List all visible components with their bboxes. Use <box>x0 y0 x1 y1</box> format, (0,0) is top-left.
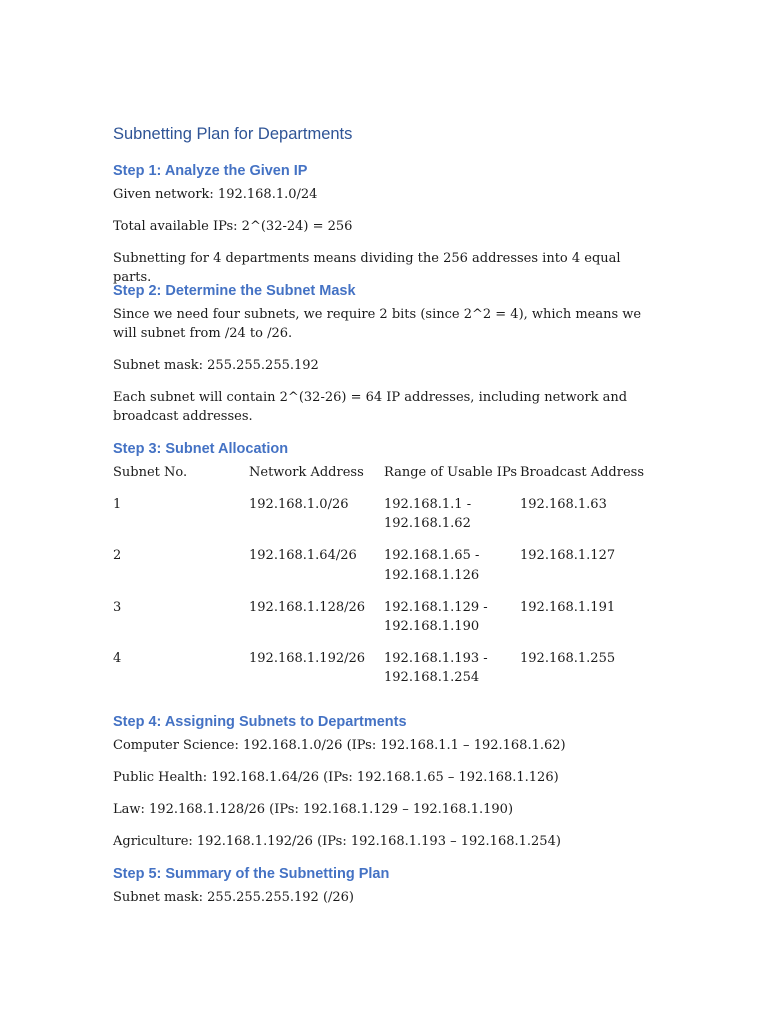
broadcast-address-cell: 192.168.1.63 <box>520 497 607 512</box>
subnet-number-cell: 2 <box>113 548 122 563</box>
broadcast-address-cell: 192.168.1.191 <box>520 600 616 615</box>
usable-range-end-cell: 192.168.1.62 <box>384 516 471 531</box>
document-page <box>113 0 658 1024</box>
table-header-cell: Subnet No. <box>113 465 188 480</box>
summary-paragraph: Subnet mask: 255.255.255.192 (/26) <box>113 890 355 905</box>
network-address-cell: 192.168.1.128/26 <box>249 600 366 615</box>
usable-range-start-cell: 192.168.1.65 - <box>384 548 480 563</box>
usable-range-end-cell: 192.168.1.190 <box>384 619 480 634</box>
department-assignment: Public Health: 192.168.1.64/26 (IPs: 192.168.1.65 – 192.168.1.126) <box>113 770 559 785</box>
broadcast-address-cell: 192.168.1.255 <box>520 651 616 666</box>
subnet-number-cell: 4 <box>113 651 122 666</box>
step2-paragraph: Since we need four subnets, we require 2 bits (since 2^2 = 4), which means we will subnet from /24 to /26. <box>113 307 642 341</box>
network-address-cell: 192.168.1.64/26 <box>249 548 357 563</box>
usable-range-start-cell: 192.168.1.129 - <box>384 600 488 615</box>
subnet-number-cell: 3 <box>113 600 122 615</box>
broadcast-address-cell: 192.168.1.127 <box>520 548 616 563</box>
table-header-cell: Range of Usable IPs <box>384 465 518 480</box>
usable-range-start-cell: 192.168.1.193 - <box>384 651 488 666</box>
step3-heading: Step 3: Subnet Allocation <box>113 441 289 457</box>
department-assignment: Law: 192.168.1.128/26 (IPs: 192.168.1.129 – 192.168.1.190) <box>113 802 514 817</box>
table-header-cell: Network Address <box>249 465 364 480</box>
step4-heading: Step 4: Assigning Subnets to Departments <box>113 714 407 730</box>
usable-range-end-cell: 192.168.1.126 <box>384 568 480 583</box>
department-assignment: Agriculture: 192.168.1.192/26 (IPs: 192.168.1.193 – 192.168.1.254) <box>113 834 561 849</box>
step1-heading: Step 1: Analyze the Given IP <box>113 163 308 179</box>
step1-paragraph: Subnetting for 4 departments means dividing the 256 addresses into 4 equal parts. <box>113 251 621 285</box>
step2-paragraph: Subnet mask: 255.255.255.192 <box>113 358 319 373</box>
usable-range-start-cell: 192.168.1.1 - <box>384 497 472 512</box>
subnet-number-cell: 1 <box>113 497 122 512</box>
usable-range-end-cell: 192.168.1.254 <box>384 670 480 685</box>
step1-paragraph: Total available IPs: 2^(32-24) = 256 <box>113 219 353 234</box>
step2-heading: Step 2: Determine the Subnet Mask <box>113 283 356 299</box>
network-address-cell: 192.168.1.192/26 <box>249 651 366 666</box>
document-title: Subnetting Plan for Departments <box>113 125 353 143</box>
department-assignment: Computer Science: 192.168.1.0/26 (IPs: 192.168.1.1 – 192.168.1.62) <box>113 738 566 753</box>
step1-paragraph: Given network: 192.168.1.0/24 <box>113 187 318 202</box>
step2-paragraph: Each subnet will contain 2^(32-26) = 64 IP addresses, including network and broadcast addresses. <box>113 390 628 424</box>
step5-heading: Step 5: Summary of the Subnetting Plan <box>113 866 390 882</box>
table-header-cell: Broadcast Address <box>520 465 645 480</box>
network-address-cell: 192.168.1.0/26 <box>249 497 349 512</box>
